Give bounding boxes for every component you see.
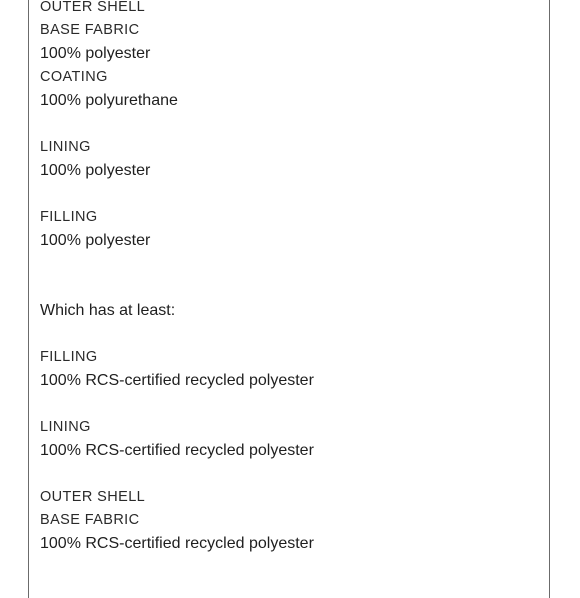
base-fabric-value: 100% polyester bbox=[40, 45, 151, 62]
certified-intro: Which has at least: bbox=[40, 302, 176, 319]
composition-panel bbox=[28, 0, 550, 598]
filling-heading: FILLING bbox=[40, 209, 98, 225]
certified-lining-value: 100% RCS-certified recycled polyester bbox=[40, 442, 314, 459]
coating-value: 100% polyurethane bbox=[40, 92, 178, 109]
certified-outer-shell-heading: OUTER SHELL bbox=[40, 489, 146, 505]
certified-base-fabric-value: 100% RCS-certified recycled polyester bbox=[40, 535, 314, 552]
certified-base-fabric-heading: BASE FABRIC bbox=[40, 512, 140, 528]
certified-filling-heading: FILLING bbox=[40, 349, 98, 365]
filling-value: 100% polyester bbox=[40, 232, 151, 249]
base-fabric-heading: BASE FABRIC bbox=[40, 22, 140, 38]
certified-lining-heading: LINING bbox=[40, 419, 91, 435]
lining-value: 100% polyester bbox=[40, 162, 151, 179]
certified-filling-value: 100% RCS-certified recycled polyester bbox=[40, 372, 314, 389]
outer-shell-heading: OUTER SHELL bbox=[40, 0, 146, 15]
coating-heading: COATING bbox=[40, 69, 108, 85]
lining-heading: LINING bbox=[40, 139, 91, 155]
